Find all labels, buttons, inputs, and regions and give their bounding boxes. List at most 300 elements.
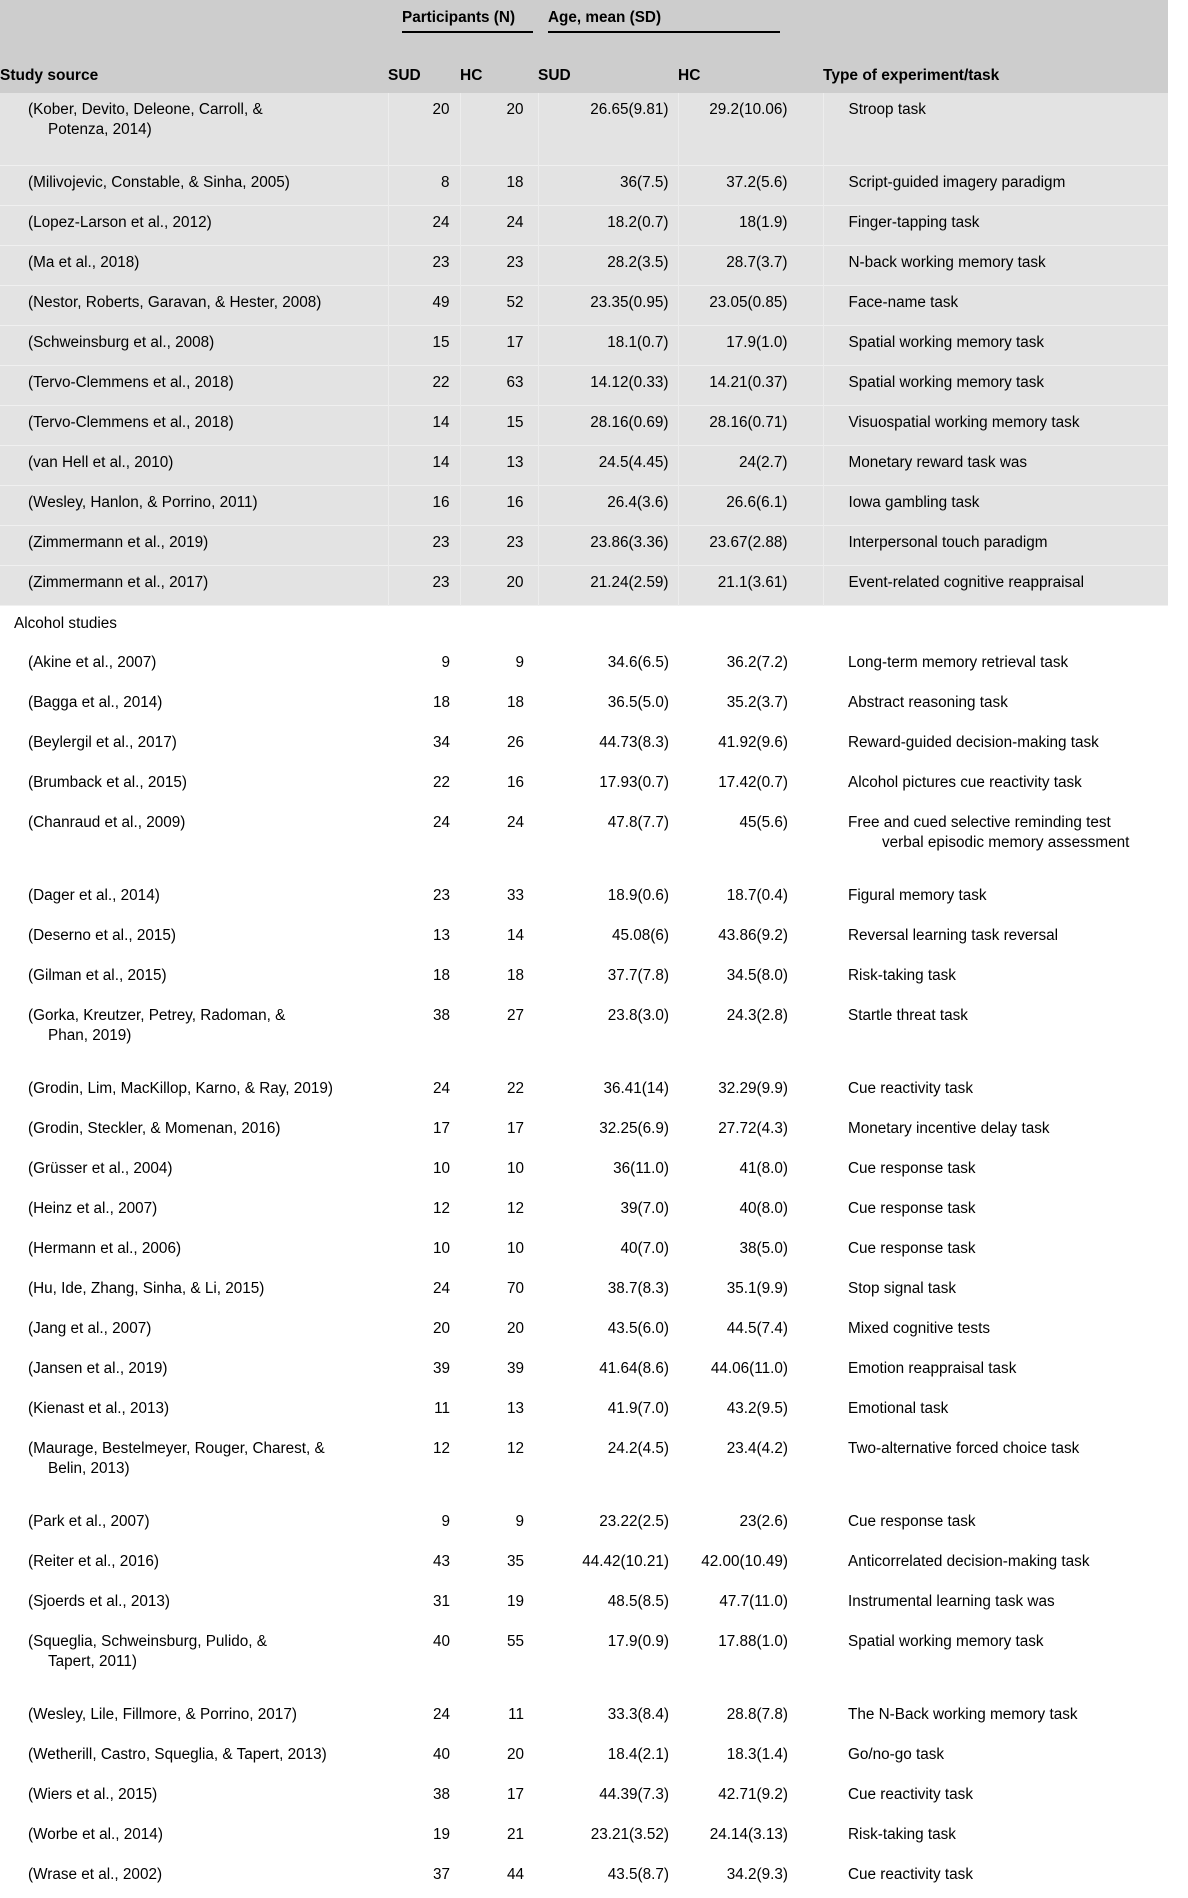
table-row[interactable] [0, 1505, 1168, 1545]
cell-age-sud: 36(7.5) [538, 166, 678, 206]
task-line1: Risk-taking task [848, 1826, 956, 1843]
task-line1: Emotion reappraisal task [848, 1360, 1017, 1377]
table-row[interactable] [0, 806, 1168, 879]
cell-participants-hc: 55 [506, 1633, 524, 1650]
cell-task-type [823, 326, 1168, 366]
study-source-line1: (Jang et al., 2007) [28, 1320, 152, 1337]
cell-age-sud: 41.9(7.0) [607, 1400, 669, 1417]
cell-task-type [823, 1272, 1168, 1312]
study-source-line2: Potenza, 2014) [48, 121, 152, 139]
cell-participants-hc: 16 [506, 774, 524, 791]
cell-participants-sud: 18 [432, 694, 450, 711]
cell-study-source [0, 1192, 388, 1232]
cell-age-hc: 34.5(8.0) [726, 967, 788, 984]
cell-study-source [0, 446, 388, 486]
task-line1: Go/no-go task [848, 1746, 945, 1763]
cell-age-sud: 44.42(10.21) [582, 1553, 669, 1570]
table-row[interactable] [0, 1232, 1168, 1272]
cell-age-hc: 43.2(9.5) [726, 1400, 788, 1417]
study-source-line1: (Milivojevic, Constable, & Sinha, 2005) [28, 174, 290, 191]
cell-age-sud: 23.21(3.52) [590, 1826, 669, 1843]
table-row[interactable] [0, 446, 1168, 486]
study-source-line1: (Dager et al., 2014) [28, 887, 160, 904]
cell-age-hc: 44.5(7.4) [726, 1320, 788, 1337]
cell-study-source [0, 1858, 388, 1898]
task-line1: The N-Back working memory task [848, 1706, 1078, 1723]
task-line1: Instrumental learning task was [848, 1593, 1055, 1610]
study-source-line1: (Grodin, Steckler, & Momenan, 2016) [28, 1120, 281, 1137]
table-row[interactable] [0, 686, 1168, 726]
cell-age-sud: 36(11.0) [613, 1160, 669, 1177]
study-source-line1: (Squeglia, Schweinsburg, Pulido, & [28, 1633, 267, 1650]
table-row[interactable] [0, 1192, 1168, 1232]
cell-age-sud: 34.6(6.5) [607, 654, 669, 671]
cell-task-type [823, 686, 1168, 726]
cell-participants-sud: 24 [432, 814, 450, 831]
cell-study-source [0, 919, 388, 959]
cell-age-hc: 23.4(4.2) [726, 1440, 788, 1457]
table-row[interactable] [0, 1858, 1168, 1898]
column-header-participants-sud[interactable]: SUD [388, 47, 460, 93]
task-line1: Visuospatial working memory task [848, 414, 1080, 431]
cell-age-sud: 23.35(0.95) [538, 286, 678, 326]
cell-task-type [823, 1432, 1168, 1505]
cell-study-source [0, 646, 388, 686]
table-row[interactable] [0, 766, 1168, 806]
study-source-line1: (Tervo-Clemmens et al., 2018) [28, 414, 234, 431]
cell-age-sud: 24.2(4.5) [607, 1440, 669, 1457]
table-row[interactable] [0, 1778, 1168, 1818]
table-row[interactable] [0, 93, 1168, 166]
cell-age-sud: 26.65(9.81) [538, 93, 678, 166]
cell-study-source [0, 326, 388, 366]
cell-study-source [0, 766, 388, 806]
cell-age-sud: 14.12(0.33) [538, 366, 678, 406]
header-group-age [538, 0, 823, 47]
cell-participants-sud: 12 [432, 1440, 450, 1457]
cell-task-type [823, 879, 1168, 919]
study-source-line1: (Worbe et al., 2014) [28, 1826, 163, 1843]
cell-study-source [0, 686, 388, 726]
cell-age-sud: 18.2(0.7) [538, 206, 678, 246]
task-line1: Script-guided imagery paradigm [848, 174, 1066, 191]
cell-age-sud: 47.8(7.7) [607, 814, 669, 831]
table-row[interactable] [0, 206, 1168, 246]
cell-participants-hc: 52 [460, 286, 538, 326]
study-source-line1: (Chanraud et al., 2009) [28, 814, 186, 831]
task-line1: Spatial working memory task [848, 1633, 1044, 1650]
cell-age-sud: 43.5(8.7) [607, 1866, 669, 1883]
cell-participants-sud: 38 [432, 1007, 450, 1024]
cell-age-hc: 21.1(3.61) [678, 566, 823, 606]
cell-participants-hc: 20 [460, 93, 538, 166]
task-line1: Cue response task [848, 1513, 976, 1530]
cell-participants-hc: 27 [506, 1007, 524, 1024]
task-line1: Face-name task [848, 294, 959, 311]
cell-age-sud: 39(7.0) [620, 1200, 669, 1217]
cell-participants-hc: 35 [506, 1553, 524, 1570]
cell-participants-sud: 40 [432, 1633, 450, 1650]
study-source-line2: Phan, 2019) [48, 1027, 132, 1045]
study-source-line1: (Park et al., 2007) [28, 1513, 150, 1530]
cell-study-source [0, 999, 388, 1072]
cell-study-source [0, 366, 388, 406]
cell-participants-sud: 40 [432, 1746, 450, 1763]
cell-age-hc: 24.14(3.13) [709, 1826, 788, 1843]
cell-participants-sud: 8 [388, 166, 460, 206]
cell-age-hc: 32.29(9.9) [718, 1080, 788, 1097]
cell-participants-sud: 23 [388, 566, 460, 606]
cell-task-type [823, 919, 1168, 959]
cell-task-type [823, 1192, 1168, 1232]
cell-participants-hc: 12 [506, 1200, 524, 1217]
cell-study-source [0, 1352, 388, 1392]
cell-participants-hc: 14 [506, 927, 524, 944]
cell-age-sud: 48.5(8.5) [607, 1593, 669, 1610]
cell-participants-hc: 17 [460, 326, 538, 366]
cell-participants-sud: 24 [432, 1706, 450, 1723]
cell-age-hc: 34.2(9.3) [726, 1866, 788, 1883]
header-group-participants [388, 0, 538, 47]
cell-study-source [0, 486, 388, 526]
cell-age-hc: 23.05(0.85) [678, 286, 823, 326]
column-header-task-type[interactable]: Type of experiment/task [823, 47, 1168, 93]
cell-participants-hc: 39 [506, 1360, 524, 1377]
study-source-line1: (Wiers et al., 2015) [28, 1786, 158, 1803]
cell-task-type [823, 1545, 1168, 1585]
task-line1: Two-alternative forced choice task [848, 1440, 1080, 1457]
column-header-participants-hc[interactable]: HC [460, 47, 538, 93]
table-row[interactable] [0, 166, 1168, 206]
table-row[interactable] [0, 246, 1168, 286]
table-row[interactable] [0, 406, 1168, 446]
cell-participants-sud: 17 [432, 1120, 450, 1137]
task-line1: N-back working memory task [848, 254, 1046, 271]
cell-age-hc: 28.16(0.71) [678, 406, 823, 446]
cell-age-hc: 18.7(0.4) [726, 887, 788, 904]
table-row[interactable] [0, 1698, 1168, 1738]
task-line1: Finger-tapping task [848, 214, 980, 231]
cell-study-source [0, 1505, 388, 1545]
table-row[interactable] [0, 1818, 1168, 1858]
table-row[interactable] [0, 646, 1168, 686]
cell-age-sud: 21.24(2.59) [538, 566, 678, 606]
study-source-line1: (Grodin, Lim, MacKillop, Karno, & Ray, 2019) [28, 1080, 333, 1097]
table-row[interactable] [0, 1545, 1168, 1585]
cell-participants-hc: 23 [460, 246, 538, 286]
cell-age-sud: 37.7(7.8) [607, 967, 669, 984]
cell-participants-hc: 20 [506, 1320, 524, 1337]
cell-participants-hc: 10 [506, 1240, 524, 1257]
cell-study-source [0, 1698, 388, 1738]
study-source-line1: (Lopez-Larson et al., 2012) [28, 214, 212, 231]
cell-age-sud: 36.41(14) [603, 1080, 669, 1097]
cell-participants-sud: 37 [432, 1866, 450, 1883]
cell-age-hc: 40(8.0) [739, 1200, 788, 1217]
table-row[interactable] [0, 1392, 1168, 1432]
study-source-line1: (Zimmermann et al., 2019) [28, 534, 209, 551]
task-line1: Alcohol pictures cue reactivity task [848, 774, 1082, 791]
header-group-age-rule [548, 31, 780, 33]
cell-age-hc: 17.88(1.0) [718, 1633, 788, 1650]
cell-study-source [0, 1312, 388, 1352]
cell-participants-sud: 14 [388, 406, 460, 446]
cell-age-hc: 27.72(4.3) [718, 1120, 788, 1137]
cell-age-hc: 17.9(1.0) [678, 326, 823, 366]
cell-participants-hc: 19 [506, 1593, 524, 1610]
cell-task-type [823, 286, 1168, 326]
cell-participants-sud: 39 [432, 1360, 450, 1377]
cell-participants-sud: 31 [432, 1593, 450, 1610]
cell-participants-sud: 20 [388, 93, 460, 166]
section-heading-label: Alcohol studies [0, 606, 1168, 646]
cell-task-type [823, 366, 1168, 406]
cell-study-source [0, 1545, 388, 1585]
cell-age-hc: 24.3(2.8) [726, 1007, 788, 1024]
table-row[interactable] [0, 726, 1168, 766]
cell-participants-hc: 63 [460, 366, 538, 406]
cell-task-type [823, 446, 1168, 486]
cell-task-type [823, 1698, 1168, 1738]
study-source-line1: (Beylergil et al., 2017) [28, 734, 177, 751]
study-source-line1: (Bagga et al., 2014) [28, 694, 163, 711]
table-row[interactable] [0, 1625, 1168, 1698]
task-line1: Spatial working memory task [848, 334, 1045, 351]
table-row[interactable] [0, 566, 1168, 606]
cell-participants-sud: 23 [388, 526, 460, 566]
cell-participants-sud: 24 [432, 1080, 450, 1097]
study-source-line1: (Hu, Ide, Zhang, Sinha, & Li, 2015) [28, 1280, 265, 1297]
cell-participants-hc: 44 [506, 1866, 524, 1883]
header-group-row [0, 0, 1168, 47]
table-row[interactable] [0, 959, 1168, 999]
study-source-line2: Belin, 2013) [48, 1460, 130, 1478]
cell-age-sud: 18.4(2.1) [607, 1746, 669, 1763]
cell-task-type [823, 1152, 1168, 1192]
cell-age-sud: 17.93(0.7) [599, 774, 669, 791]
cell-participants-hc: 18 [460, 166, 538, 206]
cell-age-hc: 23(2.6) [739, 1513, 788, 1530]
cell-age-sud: 45.08(6) [612, 927, 669, 944]
column-header-study-source[interactable]: Study source [0, 47, 388, 93]
table-row[interactable] [0, 326, 1168, 366]
cell-study-source [0, 1625, 388, 1698]
cell-participants-sud: 14 [388, 446, 460, 486]
task-line1: Stroop task [848, 101, 926, 118]
section-heading-row [0, 606, 1168, 646]
header-group-age-label: Age, mean (SD) [548, 9, 662, 26]
study-source-line1: (Sjoerds et al., 2013) [28, 1593, 170, 1610]
cell-task-type [823, 166, 1168, 206]
study-source-line1: (Deserno et al., 2015) [28, 927, 176, 944]
cell-task-type [823, 646, 1168, 686]
cell-study-source [0, 206, 388, 246]
table-row[interactable] [0, 1112, 1168, 1152]
cell-age-hc: 36.2(7.2) [726, 654, 788, 671]
cell-age-sud: 23.86(3.36) [538, 526, 678, 566]
cell-task-type [823, 999, 1168, 1072]
cell-participants-hc: 17 [506, 1120, 524, 1137]
cell-age-sud: 28.2(3.5) [538, 246, 678, 286]
cell-task-type [823, 1392, 1168, 1432]
cell-participants-hc: 21 [506, 1826, 524, 1843]
table-row[interactable] [0, 1272, 1168, 1312]
cell-participants-sud: 9 [441, 654, 450, 671]
header-label-row [0, 47, 1168, 93]
cell-participants-sud: 16 [388, 486, 460, 526]
table-row[interactable] [0, 1152, 1168, 1192]
cell-task-type [823, 1505, 1168, 1545]
cell-participants-hc: 22 [506, 1080, 524, 1097]
task-line1: Event-related cognitive reappraisal [848, 574, 1085, 591]
task-line1: Monetary incentive delay task [848, 1120, 1050, 1137]
study-source-line1: (Jansen et al., 2019) [28, 1360, 168, 1377]
study-source-line1: (Wetherill, Castro, Squeglia, & Tapert, 2013) [28, 1746, 327, 1763]
table-row[interactable] [0, 286, 1168, 326]
table-row[interactable] [0, 366, 1168, 406]
cell-age-hc: 18(1.9) [678, 206, 823, 246]
cell-study-source [0, 1432, 388, 1505]
cell-task-type [823, 406, 1168, 446]
cell-study-source [0, 1152, 388, 1192]
column-header-age-sud[interactable]: SUD [538, 47, 678, 93]
cell-task-type [823, 206, 1168, 246]
cell-task-type [823, 1625, 1168, 1698]
cell-age-hc: 35.2(3.7) [726, 694, 788, 711]
column-header-age-hc[interactable]: HC [678, 47, 823, 93]
cell-participants-sud: 18 [432, 967, 450, 984]
study-source-line1: (Heinz et al., 2007) [28, 1200, 158, 1217]
cell-task-type [823, 959, 1168, 999]
cell-age-sud: 44.73(8.3) [599, 734, 669, 751]
cell-participants-hc: 9 [515, 654, 524, 671]
cell-age-hc: 23.67(2.88) [678, 526, 823, 566]
cell-participants-sud: 20 [432, 1320, 450, 1337]
cell-study-source [0, 1778, 388, 1818]
cell-study-source [0, 246, 388, 286]
table-row[interactable] [0, 1072, 1168, 1112]
study-source-line2: Tapert, 2011) [48, 1653, 138, 1671]
cell-participants-sud: 13 [432, 927, 450, 944]
table-row[interactable] [0, 919, 1168, 959]
cell-task-type [823, 526, 1168, 566]
cell-study-source [0, 1585, 388, 1625]
cell-participants-sud: 9 [441, 1513, 450, 1530]
cell-participants-sud: 24 [388, 206, 460, 246]
cell-age-sud: 38.7(8.3) [607, 1280, 669, 1297]
cell-task-type [823, 1818, 1168, 1858]
header-group-blank-task [823, 0, 1168, 47]
cell-participants-sud: 38 [432, 1786, 450, 1803]
cell-participants-sud: 22 [388, 366, 460, 406]
study-source-line1: (Kober, Devito, Deleone, Carroll, & [28, 101, 263, 118]
task-line1: Spatial working memory task [848, 374, 1045, 391]
cell-task-type [823, 1072, 1168, 1112]
header-group-participants-rule [402, 31, 533, 33]
task-line1: Iowa gambling task [848, 494, 980, 511]
table-row[interactable] [0, 1352, 1168, 1392]
cell-participants-hc: 24 [460, 206, 538, 246]
task-line1: Reversal learning task reversal [848, 927, 1058, 944]
header-group-participants-label: Participants (N) [402, 9, 516, 26]
cell-task-type [823, 566, 1168, 606]
study-source-line1: (Schweinsburg et al., 2008) [28, 334, 215, 351]
study-source-line1: (Gilman et al., 2015) [28, 967, 167, 984]
cell-age-hc: 35.1(9.9) [726, 1280, 788, 1297]
cell-participants-sud: 34 [432, 734, 450, 751]
cell-age-sud: 23.22(2.5) [599, 1513, 669, 1530]
cell-age-hc: 42.00(10.49) [701, 1553, 788, 1570]
cell-task-type [823, 486, 1168, 526]
cell-participants-hc: 18 [506, 967, 524, 984]
task-line1: Interpersonal touch paradigm [848, 534, 1048, 551]
cell-participants-hc: 13 [506, 1400, 524, 1417]
task-line1: Emotional task [848, 1400, 949, 1417]
study-source-line1: (Wesley, Hanlon, & Porrino, 2011) [28, 494, 258, 511]
cell-age-sud: 33.3(8.4) [607, 1706, 669, 1723]
cell-age-sud: 44.39(7.3) [599, 1786, 669, 1803]
cell-age-hc: 26.6(6.1) [678, 486, 823, 526]
table-row[interactable] [0, 1312, 1168, 1352]
table-row[interactable] [0, 486, 1168, 526]
cell-participants-sud: 23 [388, 246, 460, 286]
task-line1: Figural memory task [848, 887, 987, 904]
task-line1: Cue reactivity task [848, 1786, 973, 1803]
cell-task-type [823, 246, 1168, 286]
table-header [0, 0, 1168, 93]
task-line1: Free and cued selective reminding test [848, 814, 1111, 831]
table-body [0, 93, 1168, 1898]
cell-participants-hc: 9 [515, 1513, 524, 1530]
table-row[interactable] [0, 1585, 1168, 1625]
cell-participants-sud: 22 [432, 774, 450, 791]
cell-task-type [823, 1352, 1168, 1392]
cell-participants-hc: 12 [506, 1440, 524, 1457]
cell-age-sud: 36.5(5.0) [607, 694, 669, 711]
cell-age-hc: 45(5.6) [739, 814, 788, 831]
task-line1: Mixed cognitive tests [848, 1320, 990, 1337]
cell-study-source [0, 166, 388, 206]
table-row[interactable] [0, 999, 1168, 1072]
cell-age-sud: 26.4(3.6) [538, 486, 678, 526]
study-source-line1: (Maurage, Bestelmeyer, Rouger, Charest, & [28, 1440, 325, 1457]
cell-age-hc: 37.2(5.6) [678, 166, 823, 206]
cell-participants-hc: 33 [506, 887, 524, 904]
table-row[interactable] [0, 1432, 1168, 1505]
study-source-line1: (Hermann et al., 2006) [28, 1240, 182, 1257]
cell-study-source [0, 1272, 388, 1312]
study-source-line1: (Nestor, Roberts, Garavan, & Hester, 2008) [28, 294, 322, 311]
task-line1: Cue response task [848, 1200, 976, 1217]
cell-study-source [0, 286, 388, 326]
cell-participants-hc: 13 [460, 446, 538, 486]
cell-participants-hc: 15 [460, 406, 538, 446]
cell-task-type [823, 1312, 1168, 1352]
cell-study-source [0, 879, 388, 919]
cell-study-source [0, 959, 388, 999]
cell-age-sud: 17.9(0.9) [607, 1633, 669, 1650]
cell-study-source [0, 406, 388, 446]
cell-study-source [0, 806, 388, 879]
table-row[interactable] [0, 1738, 1168, 1778]
table-row[interactable] [0, 526, 1168, 566]
cell-age-sud: 40(7.0) [620, 1240, 669, 1257]
cell-participants-sud: 49 [388, 286, 460, 326]
task-line1: Cue reactivity task [848, 1080, 973, 1097]
table-row[interactable] [0, 879, 1168, 919]
cell-participants-sud: 10 [432, 1240, 450, 1257]
cell-participants-hc: 18 [506, 694, 524, 711]
